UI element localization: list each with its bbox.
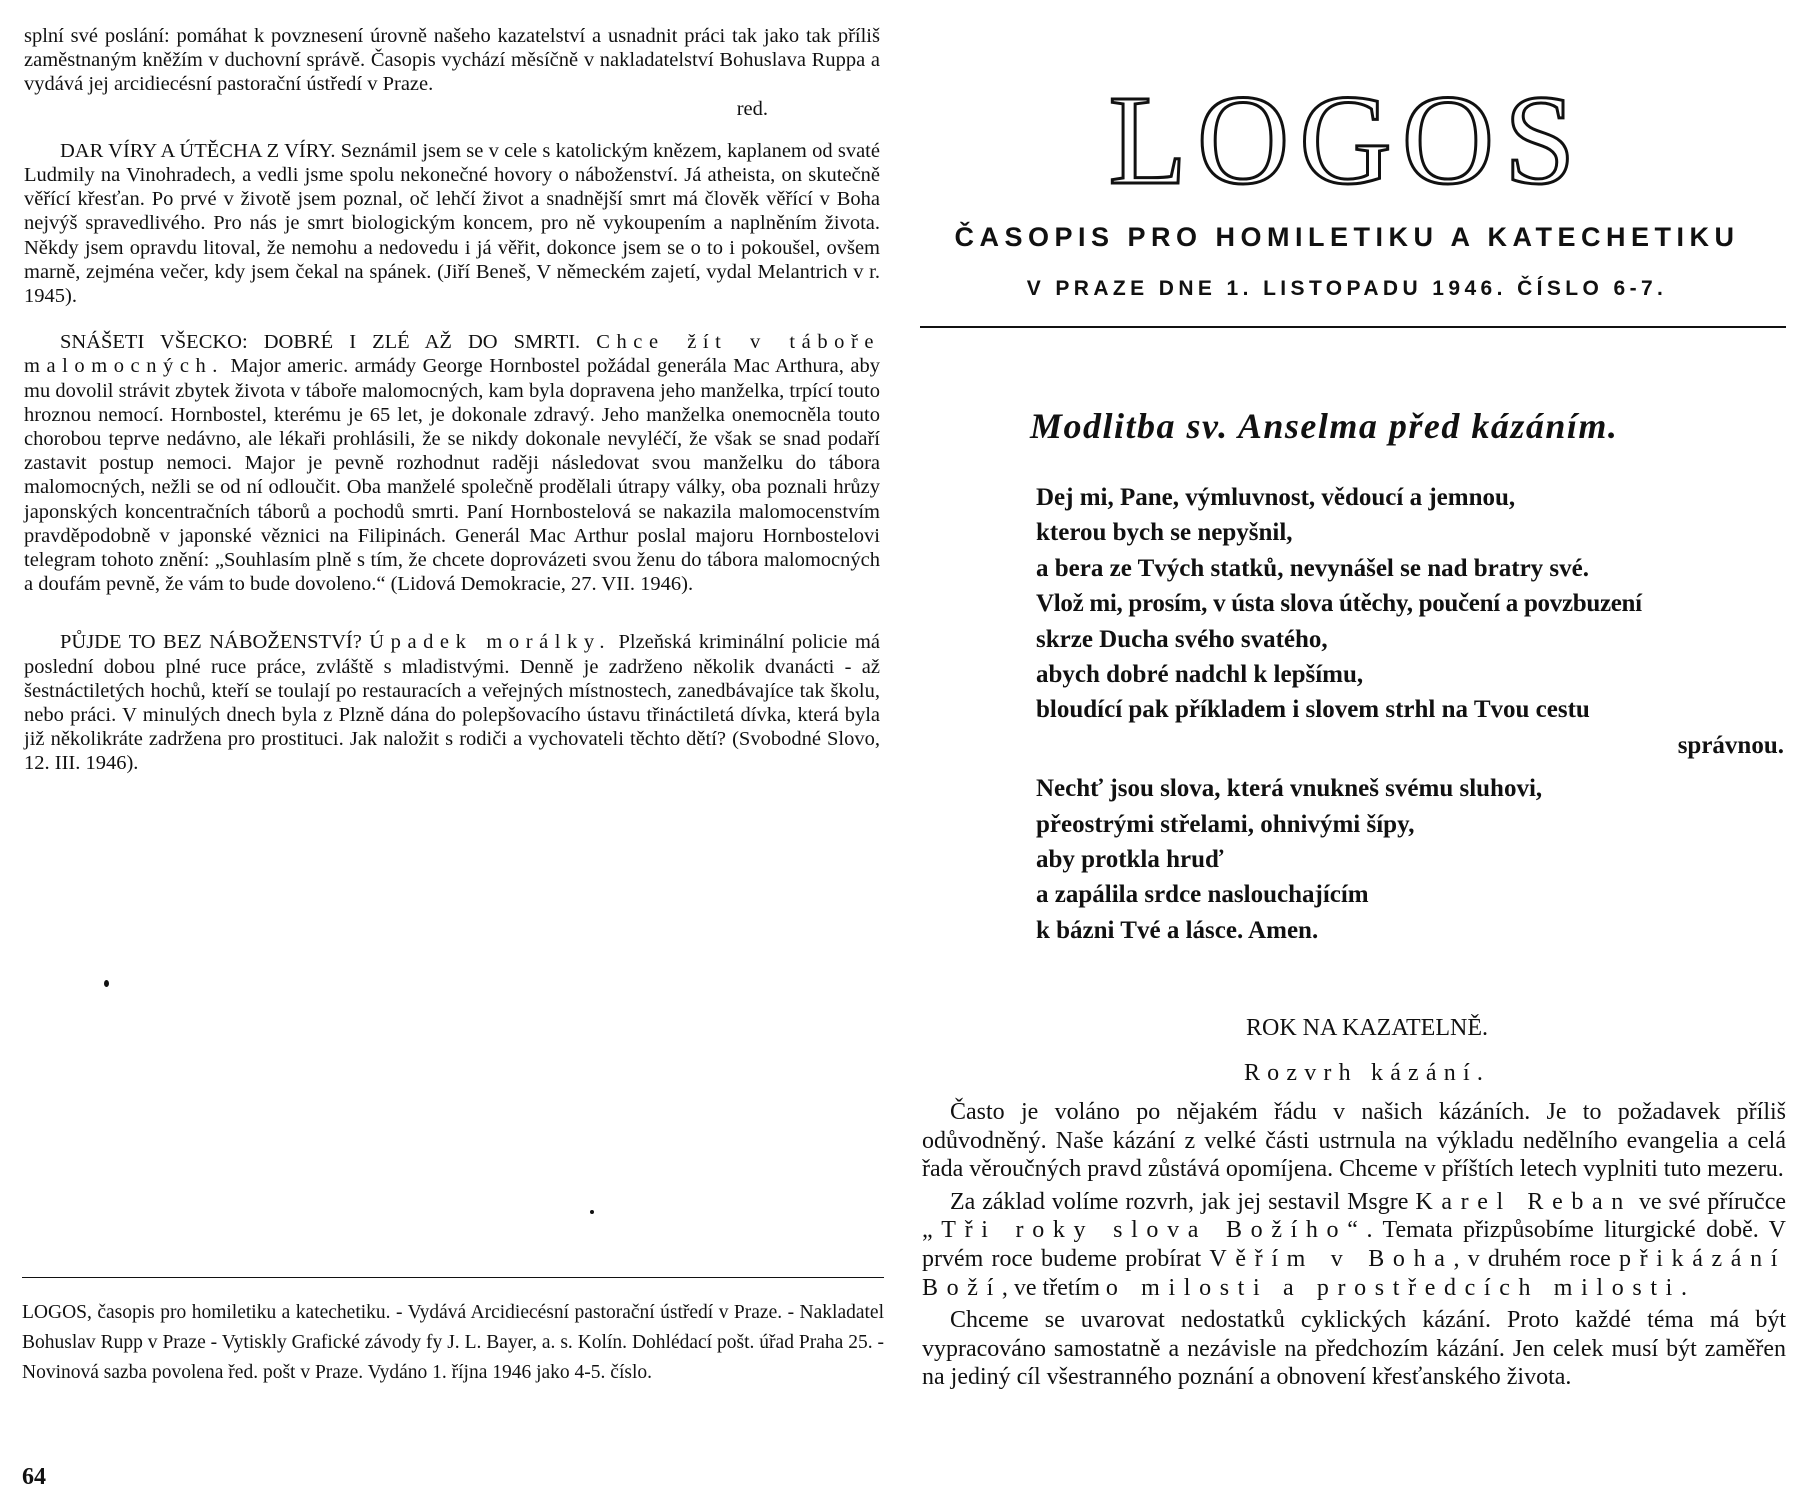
- imprint-divider: [22, 1277, 884, 1278]
- prayer-line: přeostrými střelami, ohnivými šípy,: [1036, 810, 1415, 838]
- ink-speck: [104, 980, 109, 987]
- body-paragraph: Často je voláno po nějakém řádu v našich kázáních. Je to požadavek příliš odůvodněný. Naše kázání z velké části ustrnula na výkladu nedělního evangelia a celá řada věroučných pravd zůstává opomíjena. Chceme v příštích letech vyplniti tuto mezeru.: [922, 1099, 1786, 1183]
- left-column: [24, 24, 880, 776]
- intro-signature-line: [24, 97, 880, 121]
- news-spaced-lead: Chce žít v táboře malomocných.: [24, 331, 881, 378]
- body-paragraph: Chceme se uvarovat nedostatků cyklických kázání. Proto každé téma má být vypracováno samostatně a nezávisle na předchozím kázání. Jen celek musí být zaměřen na jediný cíl všestranného poznání a obnovení křesťanského života.: [922, 1307, 1786, 1391]
- prayer-line: abych dobré nadchl k lepšímu,: [1036, 661, 1364, 689]
- text-run: .: [1680, 1274, 1687, 1301]
- news-item-morality: [24, 630, 880, 775]
- body-paragraph: [922, 1188, 1786, 1302]
- news-text: Seznámil jsem se v cele s katolickým knězem, kaplanem od svaté Ludmily na Vinohradech, a vedli jsme spolu nekonečné hovory o náboženství. Já atheista, on skutečně věřící křesťan. Po prvé v životě jsem poznal, oč lehčí život a snadnější smrt má člověk věřící v Boha nejvýš spravedlivého. Pro nás je smrt biologickým koncem, pro ně vykoupením a naplněním života. Někdy jsem opravdu litoval, že nemohu a nedovedu i já věřit, dokonce jsem se o to i pokoušel, ovšem marně, zejména večer, kdy jsem čekal na spánek. (Jiří Beneš, V německém zajetí, vydal Melantrich v r. 1945).: [24, 139, 880, 308]
- author-name: Karel Reban: [1415, 1188, 1632, 1215]
- news-item-faith: [24, 139, 880, 308]
- masthead-logo: LOGOS: [1108, 69, 1586, 211]
- journal-subtitle: ČASOPIS PRO HOMILETIKU A KATECHETIKU: [954, 222, 1740, 252]
- book-title: „Tři roky slova Božího“: [922, 1217, 1367, 1244]
- prayer-line: Dej mi, Pane, výmluvnost, vědoucí a jemnou,: [1036, 484, 1516, 511]
- editor-signature: red.: [736, 97, 768, 120]
- text-run: , v druhém roce: [1453, 1245, 1611, 1272]
- ink-speck: [590, 1210, 594, 1214]
- imprint-text: LOGOS, časopis pro homiletiku a katechetiku. - Vydává Arcidiecésní pastorační ústředí v Praze. - Nakladatel Bohuslav Rupp v Praze - Vytiskly Grafické závody fy J. L. Bayer, a. s. Kolín. Dohlédací pošt. úřad Praha 25. - Novinová sazba povolena řed. pošt v Praze. Vydáno 1. října 1946 jako 4-5. číslo.: [22, 1302, 884, 1383]
- news-heading: PŮJDE TO BEZ NÁBOŽENSTVÍ?: [60, 631, 362, 654]
- prayer-line: a bera ze Tvých statků, nevynášel se nad bratry své.: [1036, 554, 1590, 582]
- prayer-line: Vlož mi, prosím, v ústa slova útěchy, poučení a povzbuzení: [1036, 590, 1642, 618]
- prayer-line: aby protkla hruď: [1036, 846, 1224, 874]
- text-run: . Temata přizpůsobíme liturgické době. V prvém roce budeme probírat: [922, 1217, 1787, 1272]
- prayer-line: skrze Ducha svého svatého,: [1036, 625, 1328, 653]
- intro-text: splní své poslání: pomáhat k povznesení úrovně našeho kazatelství a usnadnit práci tak jako tak příliš zaměstnaným kněžím v duchovní správě. Časopis vychází měsíčně v nakladatelství Bohuslava Ruppa a vydává jej arcidiecésní pastorační ústředí v Praze.: [24, 25, 880, 96]
- prayer-line: Nechť jsou slova, která vnukneš svému sluhovi,: [1036, 775, 1543, 803]
- news-heading: DAR VÍRY A ÚTĚCHA Z VÍRY.: [60, 139, 336, 162]
- text-run: , ve třetím: [1001, 1274, 1100, 1301]
- topic-year-1: Věřím v Boha: [1209, 1245, 1454, 1272]
- news-heading: SNÁŠETI VŠECKO: DOBRÉ I ZLÉ AŽ DO SMRTI.: [60, 331, 581, 354]
- news-text: Major americ. armády George Hornbostel požádal generála Mac Arthura, aby mu dovolil strávit zbytek života v táboře malomocných, kam byla dopravena jeho manželka, trpící touto hroznou nemocí. Hornbostel, kterému je 65 let, je dokonale zdravý. Jeho manželka onemocněla touto chorobou teprve nedávno, ale lékaři prohlásili, že se nikdy dokonale nevyléčí, že však se snad podaří zastavit postup nemoci. Major je pevně rozhodnut raději následovat svou manželku do tábora malomocných, nežli se od ní odloučit. Oba manželé společně prodělali útrapy války, oba poznali hrůzy japonských koncentračních táborů a pochodů smrti. Paní Hornbostelová se nakazila malomocenstvím pravděpodobně v japonské věznici na Filipinách. Generál Mac Arthur poslal majoru Hornbostelovi telegram tohoto znění: „Souhlasím plně s tím, že chcete doprovázeti svou ženu do tábora malomocných a doufám pevně, že vám to bude dovoleno.“ (Lidová Demokracie, 27. VII. 1946).: [24, 355, 880, 596]
- prayer-text: [1036, 480, 1784, 948]
- prayer-line: k bázni Tvé a lásce. Amen.: [1036, 916, 1319, 944]
- text-run: Za základ volíme rozvrh, jak jej sestavil Msgre: [950, 1188, 1409, 1215]
- prayer-line: kterou bych se nepyšnil,: [1036, 519, 1293, 547]
- prayer-line: bloudící pak příkladem i slovem strhl na Tvou cestu: [1036, 696, 1590, 724]
- news-text: Plzeňská kriminální policie má poslední dobou plné ruce práce, zvláště s mladistvými. Denně je zadrženo několik dvanácti - až šestnáctiletých hochů, kteří se toulají po restauracích a veřejných místnostech, zanedbávajíce tak školu, nebo práci. V minulých dnech byla z Plzně dána do polepšovacího ústavu třináctiletá dívka, která byla již několikráte zadržena pro prostituci. Jak naložit s rodiči a vychovateli těchto dětí? (Svobodné Slovo, 12. III. 1946).: [24, 631, 880, 775]
- intro-paragraph: [24, 24, 880, 121]
- section-body: [922, 1098, 1786, 1396]
- left-page: [0, 0, 890, 1500]
- topic-year-3: o milosti a prostředcích milosti: [1105, 1274, 1681, 1301]
- masthead-divider: [920, 326, 1786, 328]
- prayer-line: správnou.: [1677, 731, 1784, 759]
- text-run: ve své příručce: [1638, 1188, 1786, 1215]
- prayer-title: Modlitba sv. Anselma před kázáním.: [1030, 406, 1619, 446]
- news-spaced-lead: Úpadek morálky.: [369, 631, 612, 654]
- section-subtitle: Rozvrh kázání.: [1243, 1060, 1491, 1086]
- topic-year-2: přikázání Boží: [922, 1245, 1787, 1301]
- section-title: ROK NA KAZATELNĚ.: [1246, 1015, 1488, 1041]
- prayer-line: a zapálila srdce naslouchajícím: [1036, 881, 1369, 909]
- right-page: [900, 0, 1794, 1500]
- news-item-leprosy: [24, 330, 880, 596]
- page-number: 64: [22, 1464, 46, 1490]
- issue-dateline: V PRAZE DNE 1. LISTOPADU 1946. ČÍSLO 6-7.: [1026, 277, 1668, 300]
